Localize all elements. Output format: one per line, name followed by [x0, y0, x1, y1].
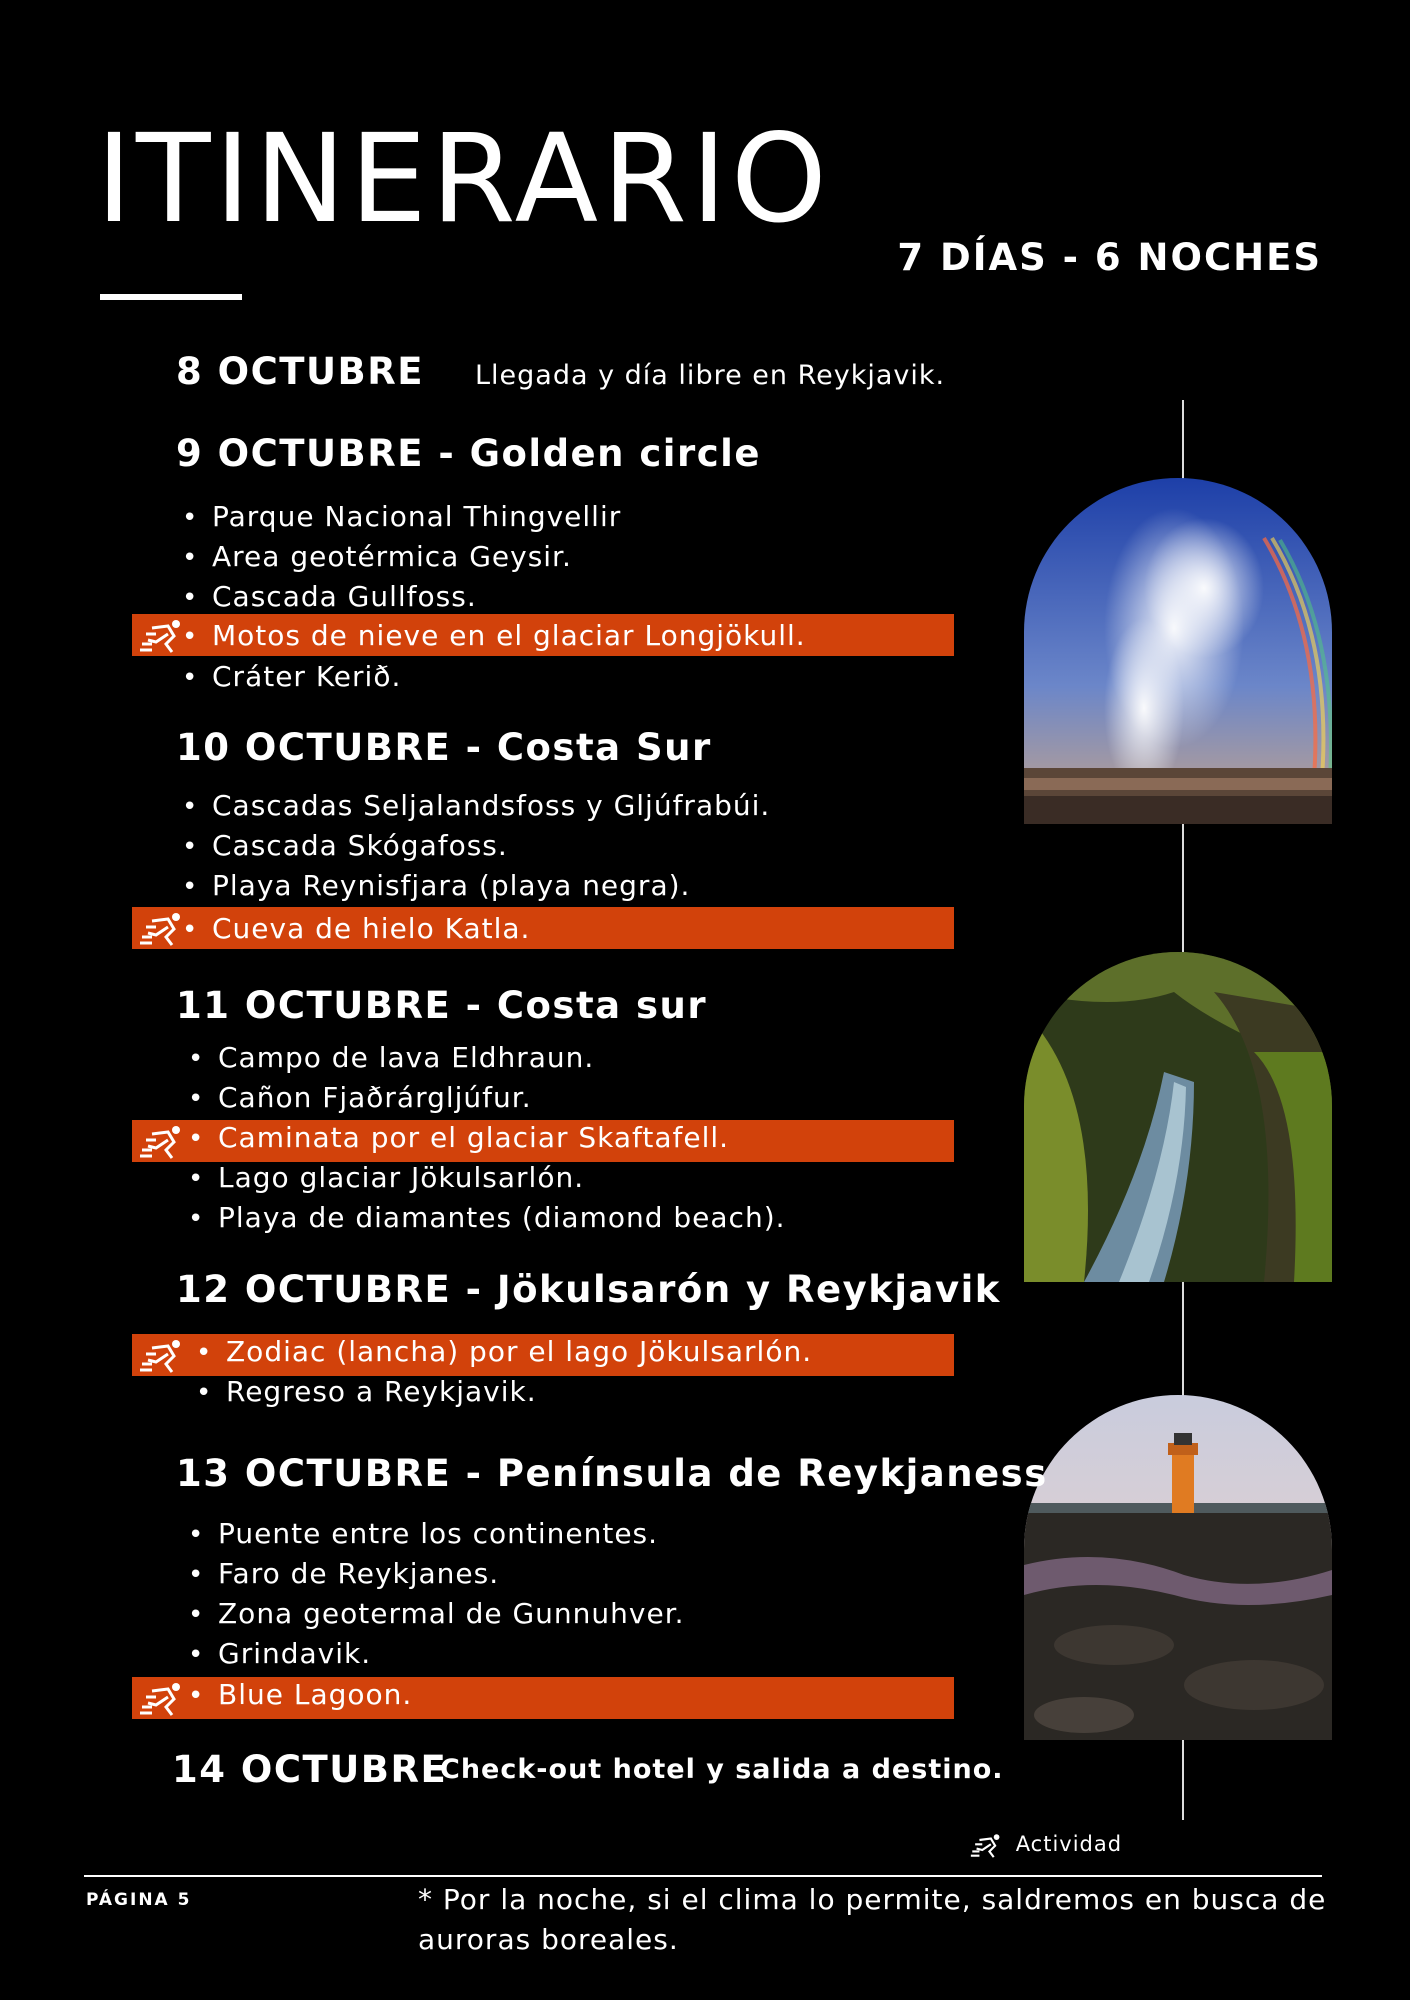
day-heading: 12 OCTUBRE - Jökulsarón y Reykjavik [176, 1268, 1001, 1311]
trip-duration: 7 DÍAS - 6 NOCHES [897, 236, 1322, 279]
day-note: Check-out hotel y salida a destino. [440, 1754, 1004, 1785]
list-item: • Parque Nacional Thingvellir [182, 500, 622, 533]
footer-divider [84, 1875, 1322, 1877]
list-item: • Cascadas Seljalandsfoss y Gljúfrabúi. [182, 789, 771, 822]
lighthouse-photo [1024, 1395, 1332, 1740]
day-heading: 11 OCTUBRE - Costa sur [176, 984, 708, 1027]
page-number: PÁGINA 5 [86, 1890, 192, 1910]
activity-item: • Motos de nieve en el glaciar Longjökull. [182, 619, 806, 652]
footnote: * Por la noche, si el clima lo permite, saldremos en busca de auroras boreales. [418, 1883, 1327, 1956]
day-heading: 13 OCTUBRE - Península de Reykjaness [176, 1452, 1048, 1495]
list-item: • Zona geotermal de Gunnuhver. [188, 1597, 685, 1630]
list-item: • Cascada Skógafoss. [182, 829, 508, 862]
list-item: • Grindavik. [188, 1637, 372, 1670]
list-item: • Cañon Fjaðrárgljúfur. [188, 1081, 532, 1114]
day-heading: 14 OCTUBRE [172, 1748, 448, 1791]
activity-item: • Cueva de hielo Katla. [182, 912, 531, 945]
canyon-photo [1024, 952, 1332, 1282]
title-underline [100, 294, 242, 300]
page-title: ITINERARIO [96, 108, 831, 250]
legend-label: Actividad [1015, 1832, 1123, 1856]
list-item: • Puente entre los continentes. [188, 1517, 659, 1550]
activity-item: • Blue Lagoon. [188, 1678, 413, 1711]
day-heading: 9 OCTUBRE - Golden circle [176, 432, 761, 475]
list-item: • Lago glaciar Jökulsarlón. [188, 1161, 585, 1194]
list-item: • Faro de Reykjanes. [188, 1557, 500, 1590]
day-note: Llegada y día libre en Reykjavik. [475, 360, 946, 391]
list-item: • Area geotérmica Geysir. [182, 540, 572, 573]
list-item: • Cascada Gullfoss. [182, 580, 477, 613]
running-person-icon [138, 1677, 190, 1719]
list-item: • Campo de lava Eldhraun. [188, 1041, 595, 1074]
day-heading: 8 OCTUBRE [176, 350, 424, 393]
running-person-icon [968, 1830, 1008, 1860]
activity-item: • Zodiac (lancha) por el lago Jökulsarlón. [196, 1335, 813, 1368]
list-item: • Cráter Kerið. [182, 660, 402, 693]
activity-item: • Caminata por el glaciar Skaftafell. [188, 1121, 730, 1154]
running-person-icon [138, 1120, 190, 1162]
list-item: • Playa de diamantes (diamond beach). [188, 1201, 786, 1234]
list-item: • Playa Reynisfjara (playa negra). [182, 869, 691, 902]
day-heading: 10 OCTUBRE - Costa Sur [176, 726, 712, 769]
activity-legend [968, 1830, 1122, 1860]
list-item: • Regreso a Reykjavik. [196, 1375, 537, 1408]
running-person-icon [138, 1334, 190, 1376]
geysir-photo [1024, 478, 1332, 824]
